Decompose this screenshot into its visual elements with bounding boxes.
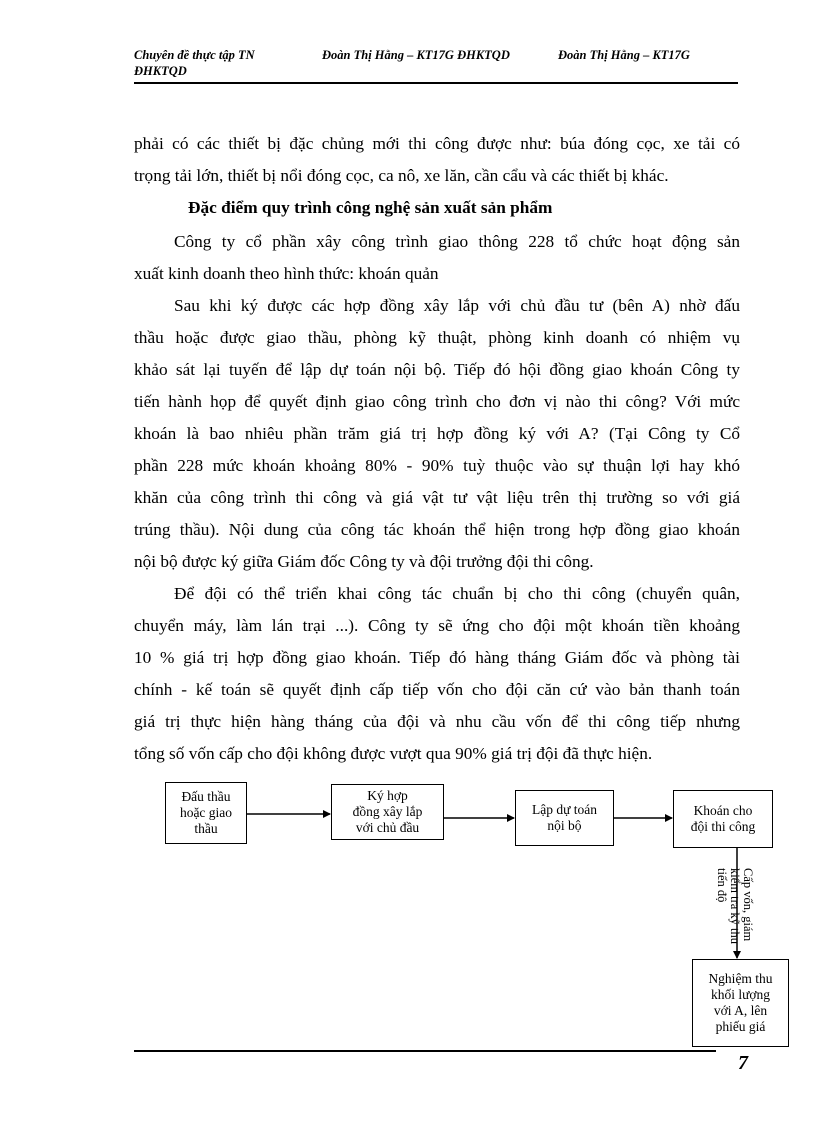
text-line: phải có các thiết bị đặc chủng mới thi công được như: búa đóng cọc, xe tải có (134, 134, 740, 153)
section-heading: Đặc điểm quy trình công nghệ sản xuất sản phẩm (188, 198, 553, 217)
box-text: với A, lên (713, 1003, 768, 1018)
text-line: trọng tải lớn, thiết bị nổi đóng cọc, ca nô, xe lăn, cần cẩu và các thiết bị khác. (134, 166, 669, 185)
text-line: tổng số vốn cấp cho đội không được vượt qua 90% giá trị đội đã thực hiện. (134, 744, 653, 763)
header-left-subtitle: ĐHKTQD (134, 64, 187, 78)
box-text: Ký hợp (367, 788, 408, 803)
text-line: trúng thầu). Nội dung của công tác khoán thể hiện trong hợp đồng giao khoán (134, 520, 740, 539)
arrow-label-line-3: tiến độ (715, 868, 729, 903)
flow-box-contract (331, 784, 444, 840)
text-line: tiến hành họp để quyết định giao công trình cho đơn vị nào thi công? Với mức (134, 392, 740, 411)
box-text: đồng xây lắp (352, 804, 423, 819)
text-line: khảo sát lại tuyến để lập dự toán nội bộ. Tiếp đó hội đồng giao khoán Công ty (134, 360, 740, 379)
text-line: Công ty cổ phần xây công trình giao thông 228 tổ chức hoạt động sản (174, 232, 740, 251)
header-left-title: Chuyên đề thực tập TN (134, 48, 255, 62)
header-author-center: Đoàn Thị Hằng – KT17G ĐHKTQD (322, 48, 510, 62)
text-line: chính - kế toán sẽ quyết định cấp tiếp vốn cho đội căn cứ vào bản thanh toán (134, 680, 740, 699)
box-text: thầu (194, 821, 218, 836)
box-text: Nghiệm thu (708, 971, 773, 986)
arrow-label-line-1: Cấp vốn, giám (741, 868, 755, 942)
flow-box-acceptance (692, 959, 789, 1047)
box-text: khối lượng (710, 987, 771, 1002)
box-text: hoặc giao (179, 805, 233, 820)
text-line: phần 228 mức khoán khoảng 80% - 90% tuỳ thuộc vào sự thuận lợi hay khó (134, 456, 740, 475)
flow-box-bidding (165, 782, 247, 844)
text-line: 10 % giá trị hợp đồng giao khoán. Tiếp đó hàng tháng Giám đốc và phòng tài (134, 648, 740, 667)
box-text: phiếu giá (715, 1019, 766, 1034)
text-line: chuyển máy, làm lán trại ...). Công ty sẽ ứng cho đội một khoán tiền khoảng (134, 616, 740, 635)
page-number: 7 (738, 1052, 748, 1074)
box-text: Đấu thầu (181, 789, 231, 804)
arrow-label-line-2: kiểm tra kỹ thu (728, 868, 742, 945)
text-line: Sau khi ký được các hợp đồng xây lắp với chủ đầu tư (bên A) nhờ đấu (174, 296, 740, 315)
footer-rule (134, 1050, 716, 1052)
box-text: đội thi công (690, 819, 756, 834)
text-line: nội bộ được ký giữa Giám đốc Công ty và đội trưởng đội thi công. (134, 552, 594, 571)
text-line: thầu hoặc được giao thầu, phòng kỹ thuật, phòng kinh doanh có nhiệm vụ (134, 328, 740, 347)
header-author-right: Đoàn Thị Hằng – KT17G (558, 48, 690, 62)
box-text: Lập dự toán (531, 802, 598, 817)
text-line: Để đội có thể triển khai công tác chuẩn bị cho thi công (chuyển quân, (174, 584, 740, 603)
flow-box-assign-team (673, 790, 773, 848)
text-line: khoán là bao nhiêu phần trăm giá trị hợp đồng ký với A? (Tại Công ty Cổ (134, 424, 740, 443)
text-line: khăn của công trình thi công và giá vật tư vật liệu trên thị trường so với giá (134, 488, 740, 507)
flow-box-estimate (515, 790, 614, 846)
box-text: Khoán cho (693, 803, 753, 818)
text-line: xuất kinh doanh theo hình thức: khoán quản (134, 264, 439, 283)
box-text: nội bộ (547, 818, 582, 833)
box-text: với chủ đầu (355, 820, 420, 835)
text-line: giá trị thực hiện hàng tháng của đội và nhu cầu vốn để thi công tiếp nhưng (134, 712, 740, 731)
